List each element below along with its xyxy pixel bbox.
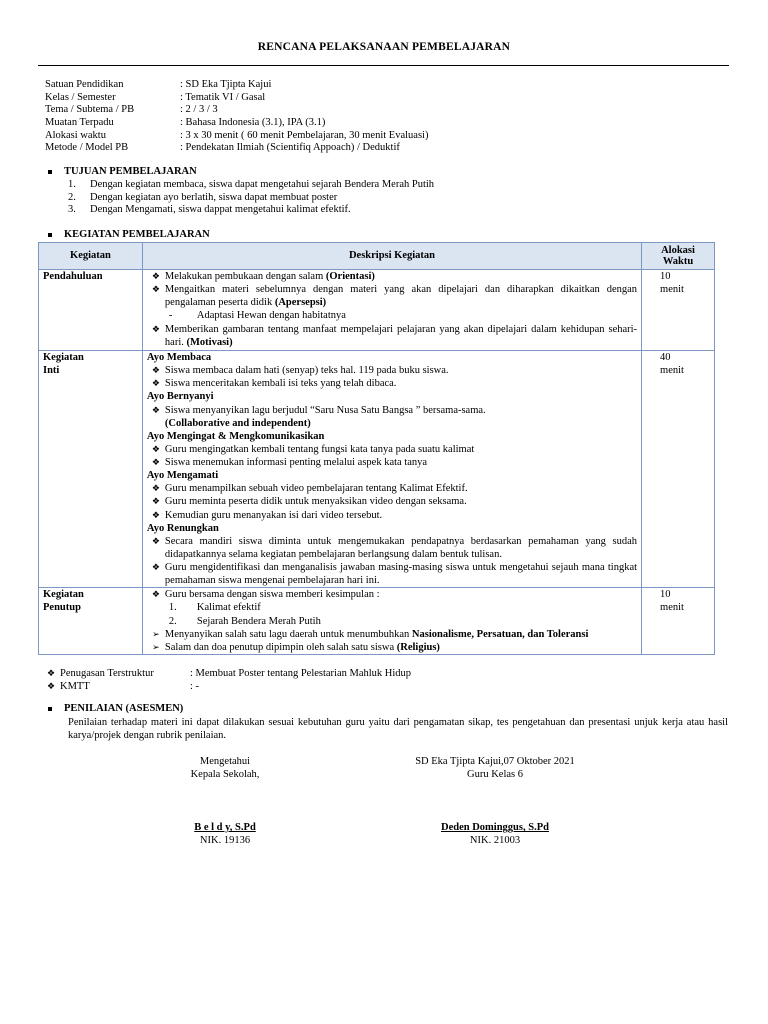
info-label: Metode / Model PB: [45, 142, 129, 154]
diamond-bullet-icon: ❖: [151, 535, 160, 546]
list-item: ❖ KMTT : -: [42, 680, 411, 693]
section-heading-tujuan: TUJUAN PEMBELAJARAN: [48, 165, 434, 178]
col-header-alokasi: Alokasi Waktu: [642, 243, 715, 270]
square-bullet-icon: [48, 233, 52, 237]
list-item: ❖ Penugasan Terstruktur : Membuat Poster tentang Pelestarian Mahluk Hidup: [42, 667, 411, 680]
table-header-row: [39, 243, 715, 270]
info-label: Tema / Subtema / PB: [45, 104, 135, 116]
row-time-pendahuluan: 10 menit: [642, 270, 715, 351]
list-item: 1. Dengan kegiatan membaca, siswa dapat mengetahui sejarah Bendera Merah Putih: [68, 179, 435, 191]
page-title: RENCANA PELAKSANAAN PEMBELAJARAN: [257, 41, 511, 53]
info-row: [45, 116, 428, 129]
table-row-inti: [39, 351, 715, 588]
list-item: 3. Dengan Mengamati, siswa dappat mengetahui kalimat efektif.: [68, 204, 351, 216]
info-label: Satuan Pendidikan: [45, 79, 124, 90]
diamond-bullet-icon: ❖: [151, 589, 160, 600]
info-value: : Pendekatan Ilmiah (Scientifiq Appoach) / Deduktif: [180, 142, 400, 154]
info-value: : Bahasa Indonesia (3.1), IPA (3.1): [180, 117, 326, 129]
principal-nik: NIK. 19136: [199, 835, 251, 847]
col-header-kegiatan: Kegiatan: [39, 243, 143, 270]
diamond-bullet-icon: ❖: [151, 284, 160, 295]
after-table-list: [42, 667, 411, 693]
identity-block: [45, 78, 428, 154]
row-desc-pendahuluan: ❖ Melakukan pembukaan dengan salam (Orientasi) ❖ Mengaitkan materi sebelumnya dengan materi yang akan dipelajari dan diharapkan dikaitkan dengan pengalaman peserta didik (Apersepsi) - Adaptasi Hewan dengan habitatnya ❖ Memberikan gambaran tentang manfaat mempelajari pelajaran yang akan dipelajari dalam kehidupan sehari-hari. (Motivasi): [142, 270, 641, 351]
list-item: 2. Dengan kegiatan ayo berlatih, siswa dapat membuat poster: [68, 191, 338, 203]
diamond-bullet-icon: ❖: [151, 271, 160, 281]
row-label-inti: Kegiatan Inti: [39, 351, 143, 588]
section-heading-kegiatan: KEGIATAN PEMBELAJARAN: [48, 228, 210, 241]
table-row-penutup: [39, 588, 715, 655]
info-label: Kelas / Semester: [45, 91, 116, 103]
tujuan-section: [48, 165, 434, 216]
info-label: Muatan Terpadu: [45, 117, 114, 129]
row-label-pendahuluan: Pendahuluan: [39, 270, 143, 351]
diamond-bullet-icon: ❖: [151, 457, 160, 467]
row-time-penutup: 10 menit: [642, 588, 715, 655]
diamond-bullet-icon: ❖: [46, 681, 56, 692]
info-row: [45, 78, 428, 91]
arrow-bullet-icon: ➢: [152, 628, 160, 639]
diamond-bullet-icon: ❖: [151, 378, 160, 389]
diamond-bullet-icon: ❖: [151, 496, 160, 507]
signature-left: Mengetahui Kepala Sekolah, B e l d y, S.Pd NIK. 19136: [130, 755, 320, 848]
teacher-nik: NIK. 21003: [469, 835, 521, 847]
info-row: [45, 103, 428, 116]
row-desc-penutup: ❖ Guru bersama dengan siswa memberi kesimpulan : 1. Kalimat efektif 2. Sejarah Bendera Merah Putih ➢ Menyanyikan salah satu lagu daerah untuk menumbuhkan Nasionalisme, Persatuan, dan Toleransi ➢ Salam dan doa penutup dipimpin oleh salah satu siswa (Religius): [142, 588, 641, 655]
diamond-bullet-icon: ❖: [151, 365, 160, 376]
principal-name: B e l d y, S.Pd: [194, 822, 256, 834]
diamond-bullet-icon: ❖: [151, 404, 160, 415]
info-value: : SD Eka Tjipta Kajui: [180, 79, 272, 90]
tujuan-list: [68, 178, 434, 216]
penilaian-text: Penilaian terhadap materi ini dapat dilakukan sesuai kebutuhan guru yaitu dari pengamatan sikap, tes pengetahuan dan presentasi unjuk kerja atau hasil karya/projek dengan rubrik penilaian.: [68, 717, 728, 742]
diamond-bullet-icon: ❖: [151, 483, 160, 494]
kegiatan-table: [38, 242, 715, 655]
teacher-name: Deden Dominggus, S.Pd: [441, 822, 549, 834]
table-row-pendahuluan: [39, 270, 715, 351]
diamond-bullet-icon: ❖: [151, 323, 160, 334]
info-row: [45, 91, 428, 104]
arrow-bullet-icon: ➢: [152, 641, 160, 652]
info-value: : 3 x 30 menit ( 60 menit Pembelajaran, 30 menit Evaluasi): [180, 129, 429, 141]
title-underline: [38, 65, 729, 66]
info-value: : 2 / 3 / 3: [180, 104, 218, 116]
info-value: : Tematik VI / Gasal: [180, 91, 266, 103]
diamond-bullet-icon: ❖: [151, 443, 160, 454]
section-heading-penilaian: PENILAIAN (ASESMEN): [48, 702, 183, 715]
row-time-inti: 40 menit: [642, 351, 715, 588]
square-bullet-icon: [48, 707, 52, 711]
info-row: [45, 129, 428, 142]
signature-right: SD Eka Tjipta Kajui,07 Oktober 2021 Guru Kelas 6 Deden Dominggus, S.Pd NIK. 21003: [380, 755, 610, 848]
info-label: Alokasi waktu: [45, 129, 106, 141]
col-header-deskripsi: Deskripsi Kegiatan: [142, 243, 641, 270]
diamond-bullet-icon: ❖: [151, 562, 160, 572]
diamond-bullet-icon: ❖: [46, 668, 56, 678]
square-bullet-icon: [48, 170, 52, 174]
info-row: [45, 141, 428, 154]
row-label-penutup: Kegiatan Penutup: [39, 588, 143, 655]
diamond-bullet-icon: ❖: [151, 509, 160, 520]
row-desc-inti: Ayo Membaca ❖ Siswa membaca dalam hati (senyap) teks hal. 119 pada buku siswa. ❖ Siswa menceritakan kembali isi teks yang telah dibaca. Ayo Bernyanyi ❖ Siswa menyanyikan lagu berjudul “Saru Nusa Satu Bangsa ” bersama-sama. (Collaborative and independent) Ayo Mengingat & Mengkomunikasikan ❖ Guru mengingatkan kembali tentang fungsi kata tanya pada suatu kalimat ❖ Siswa menemukan informasi penting melalui aspek kata tanya Ayo Mengamati ❖ Guru menampilkan sebuah video pembelajaran tentang Kalimat Efektif. ❖ Guru meminta peserta didik untuk menyaksikan video dengan seksama. ❖ Kemudian guru menanyakan isi dari video tersebut. Ayo Renungkan ❖ Secara mandiri siswa diminta untuk mengemukakan pendapatnya berdasarkan pemahaman yang sudah didapatkannya selama kegiatan pembelajaran berlangsung dalam bentuk tulisan. ❖ Guru mengidentifikasi dan menganalisis jawaban masing-masing siswa untuk mengetahui sejauh mana tingkat pemahaman siswa mengenai pembelajaran hari ini.: [142, 351, 641, 588]
